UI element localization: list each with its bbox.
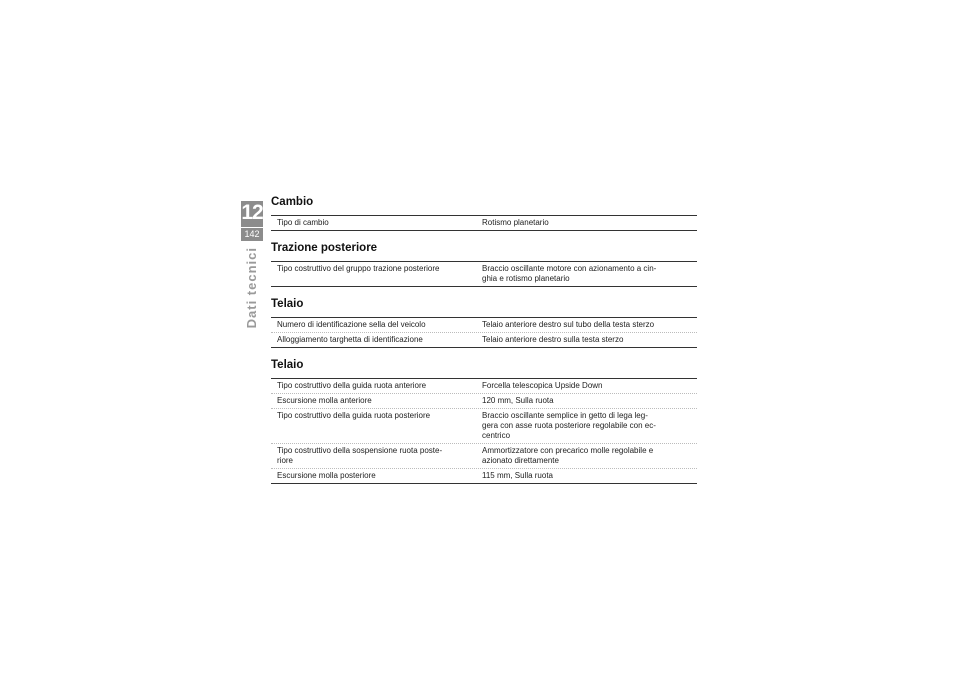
section-title: Cambio [271,196,314,208]
spec-table [271,378,697,484]
spec-value: Telaio anteriore destro sulla testa sterzo [482,335,624,344]
spec-key: Alloggiamento targhetta di identificazione [277,335,423,344]
table-row [271,468,697,483]
table-row [271,216,697,230]
spec-table [271,215,697,231]
chapter-title-text: Dati tecnici [244,247,259,329]
spec-value: Braccio oscillante motore con azionamento a cin- ghia e rotismo planetario [482,264,657,283]
spec-table [271,317,697,348]
table-row [271,332,697,347]
spec-key: Tipo costruttivo della guida ruota posteriore [277,411,431,420]
table-row [271,379,697,393]
section-telaio-sospensioni [271,357,697,484]
spec-key: Tipo costruttivo della guida ruota anteriore [277,381,427,390]
spec-key: Tipo costruttivo della sospensione ruota poste- riore [277,446,443,465]
table-row [271,408,697,443]
spec-key: Numero di identificazione sella del veicolo [277,320,426,329]
spec-key: Tipo di cambio [277,218,329,227]
spec-value: Ammortizzatore con precarico molle regolabile e azionato direttamente [482,446,654,465]
spec-value: Braccio oscillante semplice in getto di lega leg- gera con asse ruota posteriore regolabile con ec- centrico [482,411,656,440]
spec-value: Forcella telescopica Upside Down [482,381,603,390]
spec-value: Rotismo planetario [482,218,549,227]
spec-value: 120 mm, Sulla ruota [482,396,554,405]
spec-key: Tipo costruttivo del gruppo trazione posteriore [277,264,440,273]
spec-key: Escursione molla posteriore [277,471,376,480]
page-number: 142 [244,229,260,239]
chapter-number: 12 [241,201,263,224]
spec-table [271,261,697,287]
section-title: Telaio [271,359,304,371]
spec-value: Telaio anteriore destro sul tubo della testa sterzo [482,320,655,329]
spec-value: 115 mm, Sulla ruota [482,471,553,480]
table-row [271,318,697,332]
section-telaio-identificazione [271,296,697,348]
chapter-badge [241,201,263,241]
table-row [271,393,697,408]
spec-key: Escursione molla anteriore [277,396,372,405]
section-title: Trazione posteriore [271,242,378,254]
section-title: Telaio [271,298,304,310]
table-row [271,262,697,286]
table-row [271,443,697,468]
section-cambio [271,194,697,231]
section-trazione-posteriore [271,240,697,287]
spec-content [271,194,697,493]
